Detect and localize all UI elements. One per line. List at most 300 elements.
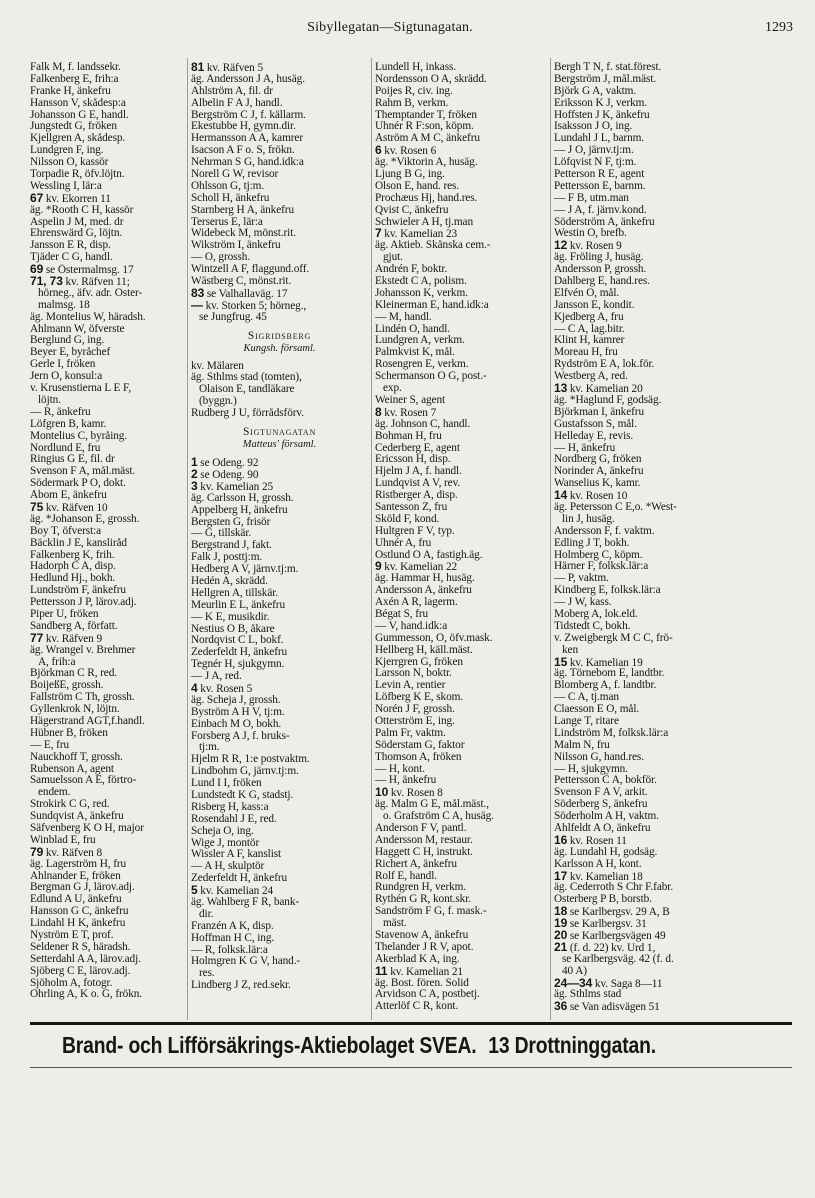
- directory-entry: äg. Törnebom E, landtbr.: [554, 668, 665, 680]
- directory-entry: Södermark P O, dokt.: [30, 478, 126, 490]
- entry-number: 81: [191, 62, 205, 74]
- directory-entry: Norinder A, änkefru: [554, 466, 644, 478]
- directory-entry: Beyer E, byråchef: [30, 347, 111, 359]
- directory-column-1: [30, 62, 185, 1001]
- directory-entry: Santesson Z, fru: [375, 501, 448, 513]
- directory-entry: Risberg H, kass:a: [191, 801, 269, 813]
- advertisement-banner: [62, 1030, 656, 1060]
- directory-entry: äg. Sthlms stad (tomten),: [191, 372, 302, 384]
- block-entry: [375, 966, 547, 978]
- directory-entry: — E, fru: [30, 739, 70, 751]
- directory-entry: Öhrling A, K o. G, frökn.: [30, 989, 143, 1001]
- directory-entry: Jansson E, kondit.: [554, 299, 635, 311]
- directory-entry: Montelius C, byråing.: [30, 430, 128, 442]
- directory-entry: äg. Fröling J, husäg.: [554, 252, 644, 264]
- directory-entry: Löfqvist N F, tj:m.: [554, 157, 637, 169]
- directory-entry: Löfberg K E, skom.: [375, 692, 464, 704]
- directory-entry-continuation: se Karlbergsväg. 42 (f. d.: [562, 953, 674, 965]
- directory-entry: äg. Sthlms stad: [554, 989, 622, 1001]
- directory-entry: Aspelin J M, med. dr: [30, 216, 124, 228]
- directory-entry: äg. *Rooth C H, kassör: [30, 204, 134, 216]
- directory-entry: — V, hand.idk:a: [375, 620, 448, 632]
- entry-text: kv. Rosen 9: [567, 240, 622, 253]
- block-entry: [30, 502, 185, 514]
- directory-entry: Prochæus Hj, hand.res.: [375, 192, 478, 204]
- block-entry: [30, 633, 185, 645]
- directory-entry: äg. Lagerström H, fru: [30, 858, 127, 870]
- directory-entry: Wästberg C, mönst.rit.: [191, 276, 292, 288]
- block-entry: [30, 847, 185, 859]
- directory-entry: — J A, red.: [191, 671, 242, 683]
- entry-text: kv. Rosen 5: [197, 682, 253, 695]
- entry-text: kv. Räfven 10: [43, 501, 108, 514]
- directory-entry: Norell G W, revisor: [191, 169, 279, 181]
- block-entry: [554, 835, 792, 847]
- block-entry: [554, 1001, 792, 1013]
- directory-entry: Moreau H, fru: [554, 347, 618, 359]
- directory-entry: Thelander J R V, apot.: [375, 941, 474, 953]
- entry-text: kv. Rosen 10: [567, 490, 628, 502]
- directory-entry: Seldener R S, häradsh.: [30, 941, 131, 953]
- directory-entry: äg. Andersson J A, husäg.: [191, 73, 305, 85]
- directory-entry: Schwieler A H, tj.man: [375, 216, 473, 228]
- directory-entry: Eriksson K J, verkm.: [554, 97, 648, 109]
- entry-text: kv. Kamelian 19: [567, 656, 643, 669]
- directory-entry: Ahlnander E, fröken: [30, 870, 121, 882]
- entry-text: kv. Rosen 7: [381, 406, 437, 419]
- entry-number: 13: [554, 383, 568, 395]
- entry-text: se Karlbergsvägen 49: [567, 930, 666, 942]
- directory-entry: Osterberg P B, borstb.: [554, 894, 652, 906]
- directory-entry: — H, kont.: [375, 763, 425, 775]
- block-entry: [554, 490, 792, 502]
- directory-entry: Gerle I, fröken: [30, 359, 96, 371]
- directory-entry: Gummesson, O, öfv.mask.: [375, 632, 493, 644]
- directory-entry: äg. Scheja J, grossh.: [191, 694, 281, 706]
- directory-entry: Bergh T N, f. stat.förest.: [554, 62, 662, 73]
- directory-entry: Nehrman S G, hand.idk:a: [191, 157, 304, 169]
- directory-entry: Arvidson C A, postbetj.: [375, 989, 480, 1001]
- directory-column-4: [554, 62, 792, 1013]
- directory-entry: Gyllenkrok N, löjtn.: [30, 704, 120, 716]
- directory-entry: Franke H, änkefru: [30, 85, 111, 97]
- directory-entry: BoijeßE, grossh.: [30, 680, 104, 692]
- entry-text: kv. Storken 5; hörneg.,: [202, 299, 307, 312]
- directory-entry: Edlund A U, änkefru: [30, 894, 122, 906]
- directory-entry: Lindström M, folksk.lär:a: [554, 727, 669, 739]
- directory-entry: Westin O, brefb.: [554, 228, 627, 240]
- directory-entry: Lundell H, inkass.: [375, 62, 457, 73]
- directory-entry: Starnberg H A, änkefru: [191, 204, 295, 216]
- directory-entry: Hultgren F V, typ.: [375, 525, 455, 537]
- directory-entry-continuation: Olaison E, tandläkare: [199, 384, 295, 396]
- directory-entry: Ericsson H, disp.: [375, 454, 451, 466]
- directory-entry: Rolf E, handl.: [375, 870, 437, 882]
- directory-entry: Jansson E R, disp.: [30, 240, 111, 252]
- directory-entry: Qvist C, änkefru: [375, 204, 449, 216]
- entry-number: 15: [554, 656, 568, 669]
- directory-entry: Rydström E A, lok.för.: [554, 359, 655, 371]
- directory-entry: Pettersson C A, bokför.: [554, 775, 657, 787]
- directory-entry: Forsberg A J, f. bruks-: [191, 730, 290, 742]
- directory-entry: Sandberg A, författ.: [30, 620, 118, 632]
- directory-entry: Åkerblad K A, ing.: [375, 953, 460, 965]
- directory-entry: Kjerrgren G, fröken: [375, 656, 463, 668]
- directory-entry: Rundgren H, verkm.: [375, 882, 467, 894]
- directory-entry: Lund I I, fröken: [191, 778, 262, 790]
- directory-entry: Hedén A, skrädd.: [191, 575, 268, 587]
- entry-text: kv. Ekorren 11: [43, 192, 111, 205]
- directory-entry: Atterlöf C R, kont.: [375, 1001, 459, 1013]
- directory-entry: Ahlström A, fil. dr: [191, 85, 273, 97]
- column-rule: [371, 58, 372, 1020]
- directory-entry: Lundahl J L, barnm.: [554, 133, 645, 145]
- directory-entry: Lange T, ritare: [554, 715, 619, 727]
- directory-entry: äg. Bost. fören. Solid: [375, 977, 469, 989]
- directory-entry: Jern O, konsul:a: [30, 371, 103, 383]
- banner-company: Brand- och Lifförsäkrings-Aktiebolaget SVEA.: [62, 1032, 477, 1058]
- directory-entry: Nordqvist C L, bokf.: [191, 635, 284, 647]
- directory-entry: Nordlund E, fru: [30, 442, 101, 454]
- entry-number: 14: [554, 490, 568, 502]
- directory-entry: Härner F, folksk.lär:a: [554, 561, 649, 573]
- directory-entry: Wissler A F, kanslist: [191, 849, 282, 861]
- directory-entry: Hoffsten J K, änkefru: [554, 109, 650, 121]
- parish-subheading: Matteus' församl.: [242, 439, 317, 451]
- directory-entry: Falkenberg K, frih.: [30, 549, 115, 561]
- directory-entry: Pettersson E, barnm.: [554, 180, 646, 192]
- directory-entry: — J W, kass.: [554, 597, 612, 609]
- directory-entry: Tjäder C G, handl.: [30, 252, 113, 264]
- block-entry: [30, 193, 185, 205]
- entry-number: 20: [554, 930, 568, 942]
- directory-entry: Ekstedt C A, polism.: [375, 276, 467, 288]
- entry-number: 24—34: [554, 977, 593, 990]
- directory-entry: äg. Johnson C, handl.: [375, 418, 471, 430]
- block-entry: [375, 145, 547, 157]
- directory-entry: Bégat S, fru: [375, 608, 429, 620]
- directory-entry: — R, änkefru: [30, 406, 91, 418]
- directory-entry: Franzén A K, disp.: [191, 920, 274, 932]
- directory-entry: — C A, lag.bitr.: [554, 323, 625, 335]
- parish-subheading: Kungsh. församl.: [243, 342, 316, 354]
- entry-number: 77: [30, 632, 44, 645]
- entry-number: 19: [554, 918, 568, 931]
- directory-entry: äg. Petersson C E,o. *West-: [554, 501, 677, 513]
- directory-entry: Lundstedt K G, stadstj.: [191, 789, 294, 801]
- directory-entry: Svenson F A, mål.mäst.: [30, 466, 136, 478]
- directory-entry: Nilsson G, hand.res.: [554, 751, 644, 763]
- directory-entry: Söderström A, änkefru: [554, 216, 655, 228]
- directory-entry: Byström A H V, tj:m.: [191, 706, 285, 718]
- entry-number: 67: [30, 192, 44, 205]
- directory-entry: Kindberg E, folksk.lär:a: [554, 585, 661, 597]
- directory-entry: Malm N, fru: [554, 739, 610, 751]
- directory-entry: Scholl H, änkefru: [191, 192, 270, 204]
- directory-entry-continuation: mäst.: [383, 918, 407, 930]
- block-entry: [191, 288, 368, 300]
- entry-text: kv. Kamelian 25: [197, 480, 274, 493]
- directory-entry: Sundqvist A, änkefru: [30, 811, 124, 823]
- entry-number: 71, 73: [30, 276, 63, 288]
- directory-entry: Nestius O B, åkare: [191, 623, 275, 635]
- directory-entry: Rosengren E, verkm.: [375, 359, 469, 371]
- directory-entry: Lindberg J Z, red.sekr.: [191, 980, 291, 992]
- directory-entry: Winblad E, fru: [30, 834, 96, 846]
- directory-entry: Andersson M, restaur.: [375, 834, 473, 846]
- directory-entry: Richert A, änkefru: [375, 858, 457, 870]
- directory-entry: Åhlfeldt A O, änkefru: [554, 823, 651, 834]
- banner-rule: [30, 1022, 792, 1025]
- entry-text: kv. Kamelian 23: [381, 228, 458, 241]
- directory-entry: Lindbohm G, järnv.tj:m.: [191, 766, 299, 778]
- directory-entry: Andersson A, änkefru: [375, 585, 472, 597]
- directory-entry: Zederfeldt H, änkefru: [191, 647, 288, 659]
- directory-entry: Wige J, montör: [191, 837, 260, 849]
- directory-entry-continuation: ken: [562, 644, 579, 656]
- entry-number: 9: [375, 561, 382, 574]
- entry-text: kv. Räfven 9: [43, 632, 102, 645]
- directory-entry: äg. Carlsson H, grossh.: [191, 492, 294, 504]
- directory-entry: Johansson K, verkm.: [375, 287, 468, 299]
- directory-entry: Wessling I, lär:a: [30, 180, 102, 192]
- directory-entry: Hadorph C A, disp.: [30, 561, 116, 573]
- directory-entry: Nordberg G, fröken: [554, 454, 642, 466]
- street-heading: Sigtunagatan: [242, 426, 317, 439]
- directory-entry: Nordensson O A, skrädd.: [375, 73, 487, 85]
- directory-entry: Petterson R E, agent: [554, 169, 645, 181]
- directory-entry: Hansson V, skådesp:a: [30, 97, 126, 109]
- entry-text: se Karlbergsv. 29 A, B: [567, 906, 670, 919]
- directory-entry: Kjellgren A, skådesp.: [30, 133, 126, 145]
- directory-entry: Rudberg J U, förrådsförv.: [191, 408, 304, 420]
- directory-entry: Björk G A, vaktm.: [554, 85, 637, 97]
- directory-entry: Boy T, öfverst:a: [30, 525, 102, 537]
- directory-column-3: [375, 62, 547, 1013]
- directory-entry: äg. Cederroth S Chr F.fabr.: [554, 882, 674, 894]
- street-heading: Sigridsberg: [247, 329, 312, 342]
- directory-entry: Bergman G J, lärov.adj.: [30, 882, 135, 894]
- entry-number: 18: [554, 906, 568, 919]
- entry-text: kv. Kamelian 24: [197, 885, 274, 897]
- directory-entry: äg. Hammar H, husäg.: [375, 573, 475, 585]
- directory-entry: Poijes R, civ. ing.: [375, 85, 453, 97]
- directory-entry: — A H, skulptör: [191, 861, 265, 873]
- entry-text: kv. Kamelian 20: [567, 383, 643, 395]
- directory-entry: Åström A M C, änkefru: [375, 133, 480, 145]
- directory-entry: — H, änkefru: [554, 442, 616, 454]
- directory-entry: äg. Malm G E, mål.mäst.,: [375, 799, 490, 811]
- block-entry: [191, 62, 368, 74]
- directory-entry: Dahlberg E, hand.res.: [554, 276, 650, 288]
- column-rule: [187, 58, 188, 1020]
- directory-entry: Andersson F, f. vaktm.: [554, 525, 655, 537]
- directory-entry-continuation: A, frih:a: [38, 656, 76, 668]
- directory-entry: Rahm B, verkm.: [375, 97, 449, 109]
- block-entry: [554, 918, 792, 930]
- directory-entry: Zederfeldt H, änkefru: [191, 873, 288, 885]
- directory-entry: Sandström F G, f. mask.-: [375, 906, 487, 918]
- directory-entry: Cederberg E, agent: [375, 442, 460, 454]
- directory-entry: Ristberger A, disp.: [375, 490, 458, 502]
- directory-entry: Rosendahl J E, red.: [191, 813, 277, 825]
- directory-entry: Samuelsson A E, förtro-: [30, 775, 137, 787]
- directory-entry: Terserus E, lär:a: [191, 216, 263, 228]
- directory-entry: Hellgren A, tillskär.: [191, 587, 279, 599]
- block-entry: [375, 228, 547, 240]
- directory-entry: — F B, utm.man: [554, 192, 629, 204]
- directory-entry: Ahlmann W, öfverste: [30, 323, 125, 335]
- directory-entry: Widebeck M, mönst.rit.: [191, 228, 296, 240]
- directory-entry: Lindén O, handl.: [375, 323, 450, 335]
- directory-entry: Lundström F, änkefru: [30, 585, 126, 597]
- directory-entry: Wikström I, änkefru: [191, 240, 281, 252]
- entry-text: kv. Rosen 11: [567, 834, 627, 847]
- directory-entry: Hjelm R R, 1:e postvaktm.: [191, 754, 310, 766]
- entry-number: 79: [30, 846, 44, 859]
- directory-entry-continuation: malmsg. 18: [38, 299, 90, 311]
- entry-number: 36: [554, 1001, 568, 1014]
- directory-entry: Gustafsson S, mål.: [554, 418, 637, 430]
- directory-entry: Isaksson J O, ing.: [554, 121, 633, 133]
- directory-entry: Rythén G R, kont.skr.: [375, 894, 471, 906]
- directory-entry: Björkman I, änkefru: [554, 406, 645, 418]
- directory-entry: — G, tillskär.: [191, 528, 252, 540]
- directory-entry: Albelin F A J, handl.: [191, 97, 283, 109]
- block-entry: [30, 264, 185, 276]
- directory-entry: Nilsson O, kassör: [30, 157, 109, 169]
- directory-entry: Ohlsson G, tj:m.: [191, 180, 265, 192]
- directory-entry: — J A, f. järnv.kond.: [554, 204, 647, 216]
- directory-entry: Hoffman H C, ing.: [191, 932, 275, 944]
- entry-number: 83: [191, 287, 205, 300]
- directory-entry: Schermanson O G, post.-: [375, 371, 487, 383]
- entry-text: se Odeng. 92: [197, 457, 259, 469]
- directory-entry: Berglund G, ing.: [30, 335, 105, 347]
- banner-address: 13 Drottninggatan.: [488, 1032, 656, 1058]
- directory-entry: Anderson F V, pantl.: [375, 823, 467, 834]
- directory-entry: Andrén F, boktr.: [375, 264, 448, 276]
- directory-entry: Uhnér A, fru: [375, 537, 432, 549]
- directory-entry: kv. Mälaren: [191, 360, 244, 372]
- directory-entry: Bergsten G, frisör: [191, 516, 271, 528]
- directory-entry: Bohman H, fru: [375, 430, 442, 442]
- directory-entry: Larsson N, boktr.: [375, 668, 452, 680]
- entry-text: kv. Räfven 11;: [62, 276, 130, 288]
- entry-text: kv. Räfven 8: [43, 846, 102, 859]
- directory-entry: Holmberg C, köpm.: [554, 549, 643, 561]
- directory-entry: Elfvén O, mål.: [554, 287, 620, 299]
- entry-text: kv. Saga 8—11: [592, 977, 663, 990]
- directory-entry: Haggett C H, instrukt.: [375, 846, 473, 858]
- directory-entry: Rubenson A, agent: [30, 763, 114, 775]
- directory-entry-continuation: (byggn.): [199, 396, 237, 408]
- directory-entry: Andersson P, grossh.: [554, 264, 647, 276]
- directory-entry-continuation: hörneg., äfv. adr. Öster-: [38, 287, 143, 299]
- block-entry: [191, 457, 368, 469]
- directory-entry: Nauckhoff T, grossh.: [30, 751, 123, 763]
- directory-entry: Falk M, f. landssekr.: [30, 62, 121, 73]
- directory-entry: Hansson G C, änkefru: [30, 906, 129, 918]
- entry-number: 1: [191, 457, 198, 469]
- block-entry: [554, 240, 792, 252]
- directory-entry: Lundqvist A V, rev.: [375, 478, 461, 490]
- directory-entry-continuation: löjtn.: [38, 394, 61, 406]
- directory-entry: Jungstedt G, fröken: [30, 121, 117, 133]
- entry-number: 6: [375, 145, 382, 158]
- entry-text: (f. d. 22) kv. Urd 1,: [567, 941, 656, 954]
- entry-number: 11: [375, 965, 388, 978]
- directory-entry: Ekestubbe H, gymn.dir.: [191, 121, 296, 133]
- entry-text: se Odeng. 90: [197, 468, 259, 481]
- directory-entry: — H, sjukgymn.: [554, 763, 628, 775]
- entry-text: se Valhallaväg. 17: [204, 287, 288, 300]
- directory-entry: Bergstrand J, fakt.: [191, 540, 272, 552]
- directory-entry: Kleinerman E, hand.idk:a: [375, 299, 489, 311]
- banner-rule: [30, 1067, 792, 1068]
- directory-entry: Lundgren A, verkm.: [375, 335, 465, 347]
- directory-entry: Bergström J, mål.mäst.: [554, 73, 657, 85]
- directory-entry: — M, handl.: [375, 311, 432, 323]
- directory-entry: Ljung B G, ing.: [375, 169, 445, 181]
- entry-number: 12: [554, 240, 568, 253]
- entry-text: kv. Rosen 8: [388, 787, 443, 800]
- directory-entry: Claesson E O, mål.: [554, 704, 640, 716]
- directory-entry: Edling J T, bokh.: [554, 537, 630, 549]
- directory-entry: Meurlin E L, änkefru: [191, 599, 285, 611]
- block-entry: [191, 481, 368, 493]
- directory-entry: Pettersson J P, lärov.adj.: [30, 597, 137, 609]
- entry-number: 75: [30, 501, 44, 514]
- directory-entry: v. Krusenstierna L E F,: [30, 383, 132, 395]
- directory-entry: Tegnér H, sjukgymn.: [191, 659, 285, 671]
- entry-number: 2: [191, 468, 198, 481]
- directory-entry: Isacson A F o. S, frökn.: [191, 145, 295, 157]
- block-entry: [554, 978, 792, 990]
- block-entry: [554, 906, 792, 918]
- entry-number: —: [191, 299, 203, 312]
- entry-text: kv. Kamelian 18: [567, 870, 643, 883]
- block-entry: [191, 683, 368, 695]
- directory-entry: Hedlund Hj., bokh.: [30, 573, 116, 585]
- entry-text: kv. Rosen 6: [381, 145, 437, 158]
- directory-entry: Setterdahl A A, lärov.adj.: [30, 953, 141, 965]
- block-entry: [30, 276, 185, 288]
- directory-entry: äg. *Viktorin A, husäg.: [375, 157, 478, 169]
- directory-entry: Löfgren B, kamr.: [30, 418, 107, 430]
- block-entry: [191, 300, 368, 312]
- page-title: Sibyllegatan—Sigtunagatan.: [307, 20, 473, 35]
- directory-entry: Axén A R, lagerm.: [375, 597, 458, 609]
- directory-entry: Hellberg H, käll.mäst.: [375, 644, 473, 656]
- directory-entry: Thomson A, fröken: [375, 751, 462, 763]
- entry-text: se Karlbergsv. 31: [567, 918, 647, 931]
- directory-entry: Olson E, hand. res.: [375, 180, 460, 192]
- entry-number: 3: [191, 480, 198, 493]
- directory-entry: äg. Lundahl H, godsäg.: [554, 846, 658, 858]
- directory-entry: — R, folksk.lär:a: [191, 944, 268, 956]
- directory-entry: Moberg A, lok.eld.: [554, 608, 638, 620]
- directory-entry: Lundgren F, ing.: [30, 145, 104, 157]
- directory-entry: Östlund O A, fastigh.äg.: [375, 549, 483, 561]
- directory-entry-continuation: o. Grafström C A, husäg.: [383, 811, 494, 823]
- directory-entry: äg. Wahlberg F R, bank-: [191, 897, 300, 908]
- block-entry: [554, 657, 792, 669]
- block-entry: [375, 561, 547, 573]
- directory-entry: Hedberg A V, järnv.tj:m.: [191, 564, 299, 576]
- directory-entry: Weiner S, agent: [375, 394, 446, 406]
- directory-entry: v. Zweigbergk M C C, frö-: [554, 632, 673, 644]
